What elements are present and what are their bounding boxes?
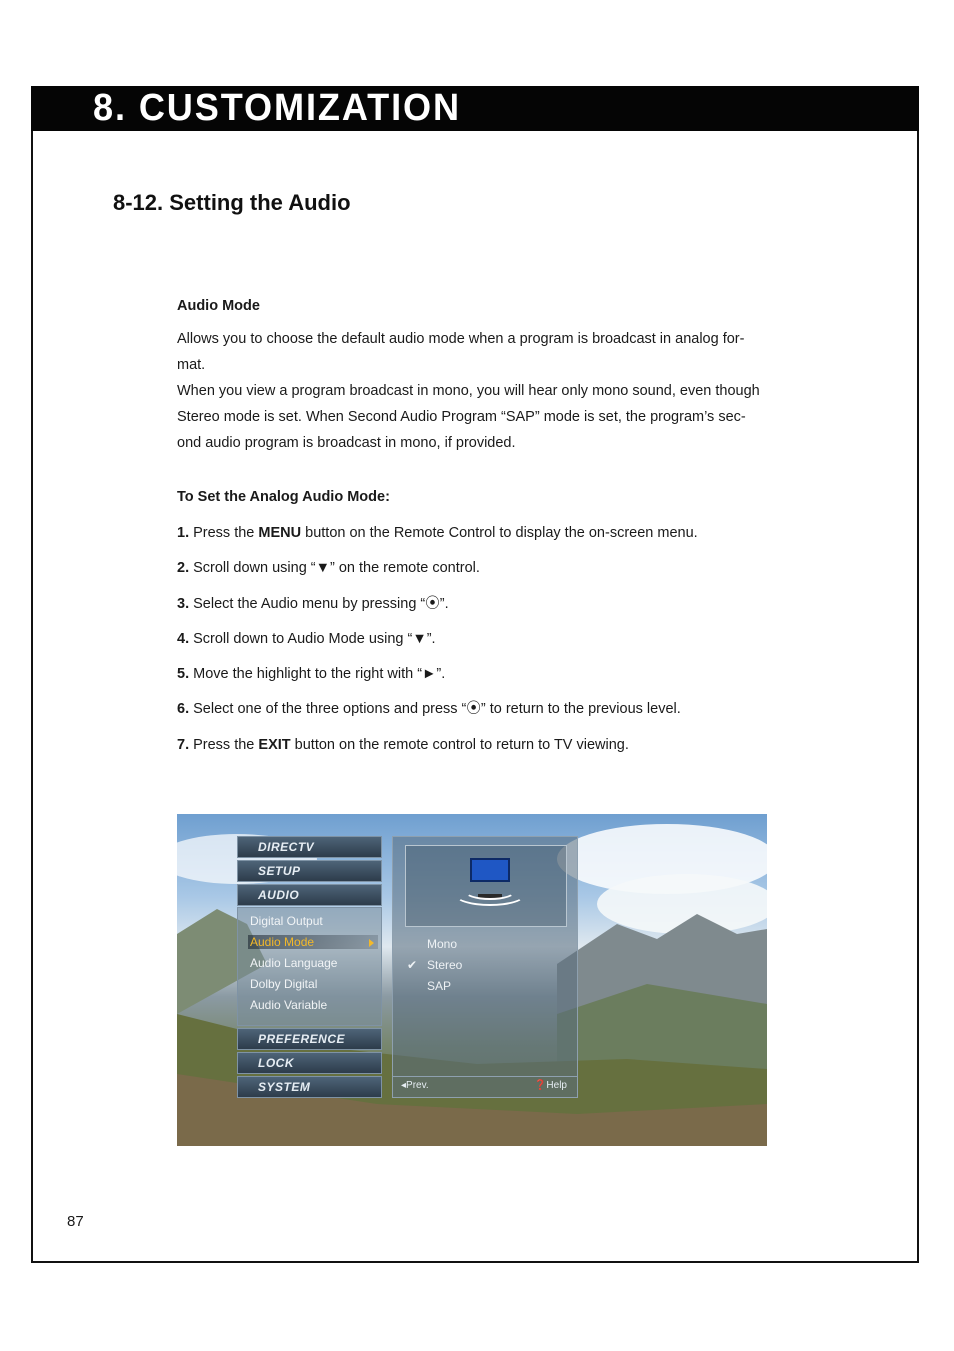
- procedure-heading: To Set the Analog Audio Mode:: [177, 489, 390, 505]
- option-sap[interactable]: SAP: [427, 979, 452, 993]
- menu-item-dolby-digital[interactable]: Dolby Digital: [250, 977, 318, 991]
- tab-setup[interactable]: SETUP: [237, 860, 382, 882]
- prev-button[interactable]: ◂Prev.: [401, 1080, 429, 1091]
- audio-preview: [405, 845, 567, 927]
- page-number: 87: [67, 1213, 84, 1230]
- tab-audio[interactable]: AUDIO: [237, 884, 382, 906]
- tab-directv[interactable]: DIRECTV: [237, 836, 382, 858]
- para-line: mat.: [177, 357, 206, 373]
- help-button[interactable]: ❓Help: [533, 1080, 567, 1091]
- chevron-right-icon: [369, 939, 374, 947]
- options-panel: [392, 836, 578, 1098]
- menu-screenshot: [177, 814, 767, 1146]
- step-3: 3. Select the Audio menu by pressing “⦿”.: [177, 596, 449, 612]
- menu-item-digital-output[interactable]: Digital Output: [250, 914, 323, 928]
- para-line: Allows you to choose the default audio mode when a program is broadcast in analog for-: [177, 331, 745, 347]
- para-line: Stereo mode is set. When Second Audio Program “SAP” mode is set, the program’s sec-: [177, 409, 746, 425]
- checkmark-icon: ✔: [407, 958, 418, 972]
- para-line: When you view a program broadcast in mono, you will hear only mono sound, even though: [177, 383, 760, 399]
- panel-footer: [393, 1076, 577, 1097]
- main-menu: [237, 836, 382, 1098]
- menu-item-audio-mode[interactable]: Audio Mode: [248, 935, 378, 949]
- chapter-title: 8. CUSTOMIZATION: [93, 87, 462, 129]
- menu-item-audio-variable[interactable]: Audio Variable: [250, 998, 328, 1012]
- audio-mode-heading: Audio Mode: [177, 298, 260, 314]
- tab-system[interactable]: SYSTEM: [237, 1076, 382, 1098]
- tab-preference[interactable]: PREFERENCE: [237, 1028, 382, 1050]
- menu-item-audio-language[interactable]: Audio Language: [250, 956, 338, 970]
- step-6: 6. Select one of the three options and press “⦿” to return to the previous level.: [177, 701, 681, 717]
- section-title: 8-12. Setting the Audio: [113, 190, 351, 215]
- sound-wave-icon: [454, 882, 526, 906]
- tab-lock[interactable]: LOCK: [237, 1052, 382, 1074]
- step-7: 7. Press the EXIT button on the remote control to return to TV viewing.: [177, 737, 629, 753]
- step-4: 4. Scroll down to Audio Mode using “▼”.: [177, 631, 436, 647]
- step-1: 1. Press the MENU button on the Remote Control to display the on-screen menu.: [177, 525, 698, 541]
- audio-submenu: [237, 907, 382, 1026]
- option-mono[interactable]: Mono: [427, 937, 458, 951]
- step-5: 5. Move the highlight to the right with “►”.: [177, 666, 446, 682]
- option-stereo[interactable]: Stereo: [427, 958, 463, 972]
- step-2: 2. Scroll down using “▼” on the remote control.: [177, 560, 480, 576]
- audio-mode-description: [177, 326, 767, 456]
- tv-icon: [470, 858, 510, 882]
- para-line: ond audio program is broadcast in mono, if provided.: [177, 435, 516, 451]
